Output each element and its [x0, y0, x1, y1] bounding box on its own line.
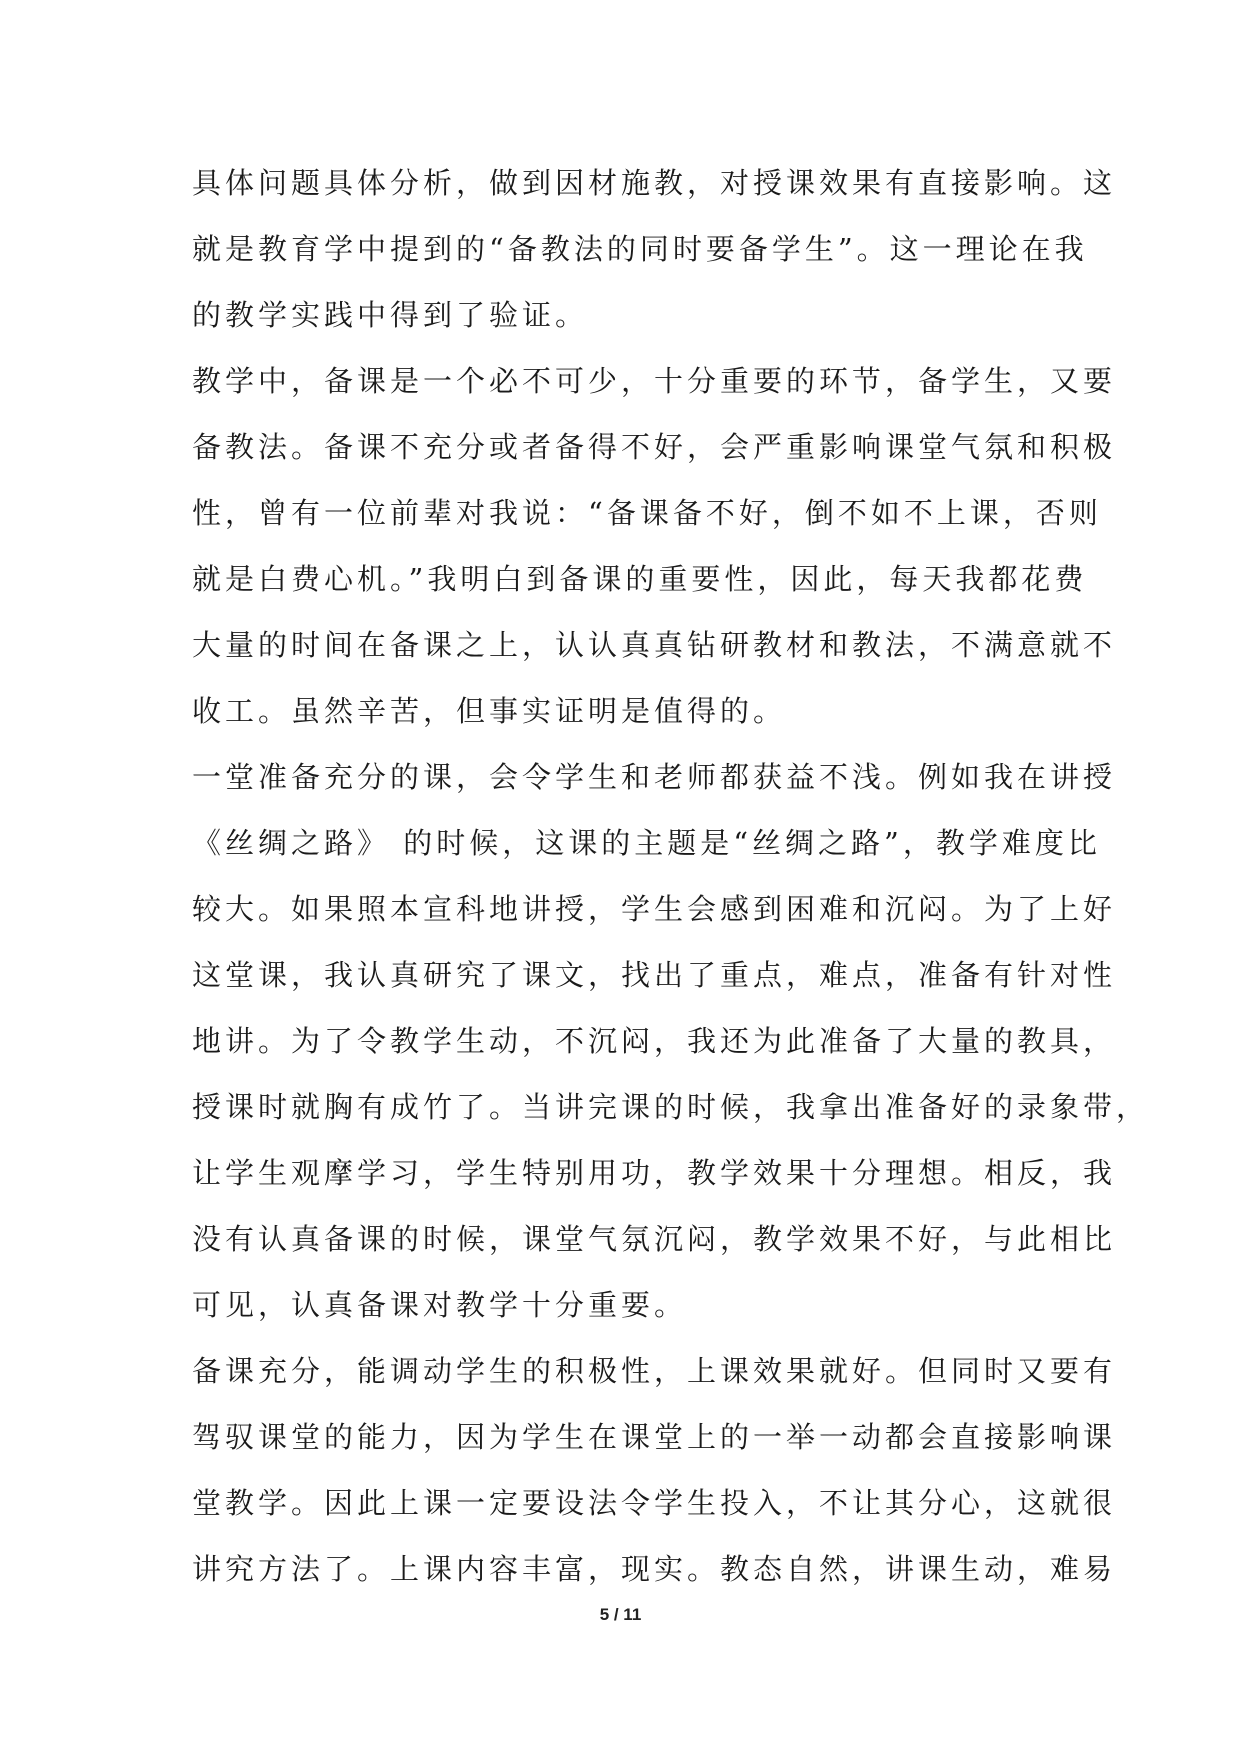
body-text	[192, 150, 1150, 1602]
text-line: 可见，认真备课对教学十分重要。	[192, 1288, 688, 1322]
text-line: 具体问题具体分析，做到因材施教，对授课效果有直接影响。这	[192, 166, 1117, 200]
text-line: 备课充分，能调动学生的积极性，上课效果就好。但同时又要有	[192, 1354, 1117, 1388]
text-line: 一堂准备充分的课，会令学生和老师都获益不浅。例如我在讲授	[192, 760, 1117, 794]
text-line: 授课时就胸有成竹了。当讲完课的时候，我拿出准备好的录象带，	[192, 1090, 1150, 1124]
text-line: 地讲。为了令教学生动，不沉闷，我还为此准备了大量的教具，	[192, 1024, 1117, 1058]
text-line: 大量的时间在备课之上，认认真真钻研教材和教法，不满意就不	[192, 628, 1117, 662]
text-line: 堂教学。因此上课一定要设法令学生投入，不让其分心，这就很	[192, 1486, 1117, 1520]
text-line: 的教学实践中得到了验证。	[192, 298, 589, 332]
page-number: 5 / 11	[599, 1605, 642, 1624]
text-line: 收工。虽然辛苦，但事实证明是值得的。	[192, 694, 787, 728]
text-line: 让学生观摩学习，学生特别用功，教学效果十分理想。相反，我	[192, 1156, 1117, 1190]
text-line: 没有认真备课的时候，课堂气氛沉闷，教学效果不好，与此相比	[192, 1222, 1117, 1256]
text-line: 备教法。备课不充分或者备得不好，会严重影响课堂气氛和积极	[192, 430, 1117, 464]
text-line: 教学中，备课是一个必不可少，十分重要的环节，备学生，又要	[192, 364, 1117, 398]
text-line: 这堂课，我认真研究了课文，找出了重点，难点，准备有针对性	[192, 958, 1117, 992]
text-line: 性，曾有一位前辈对我说：“备课备不好，倒不如不上课，否则	[192, 496, 1102, 530]
text-line: 就是教育学中提到的“备教法的同时要备学生”。这一理论在我	[192, 232, 1088, 266]
text-line: 较大。如果照本宣科地讲授，学生会感到困难和沉闷。为了上好	[192, 892, 1117, 926]
text-line: 《丝绸之路》 的时候，这课的主题是“丝绸之路”，教学难度比	[192, 826, 1101, 860]
text-line: 讲究方法了。上课内容丰富，现实。教态自然，讲课生动，难易	[192, 1552, 1117, 1586]
text-line: 驾驭课堂的能力，因为学生在课堂上的一举一动都会直接影响课	[192, 1420, 1117, 1454]
text-line: 就是白费心机。”我明白到备课的重要性，因此，每天我都花费	[192, 562, 1088, 596]
